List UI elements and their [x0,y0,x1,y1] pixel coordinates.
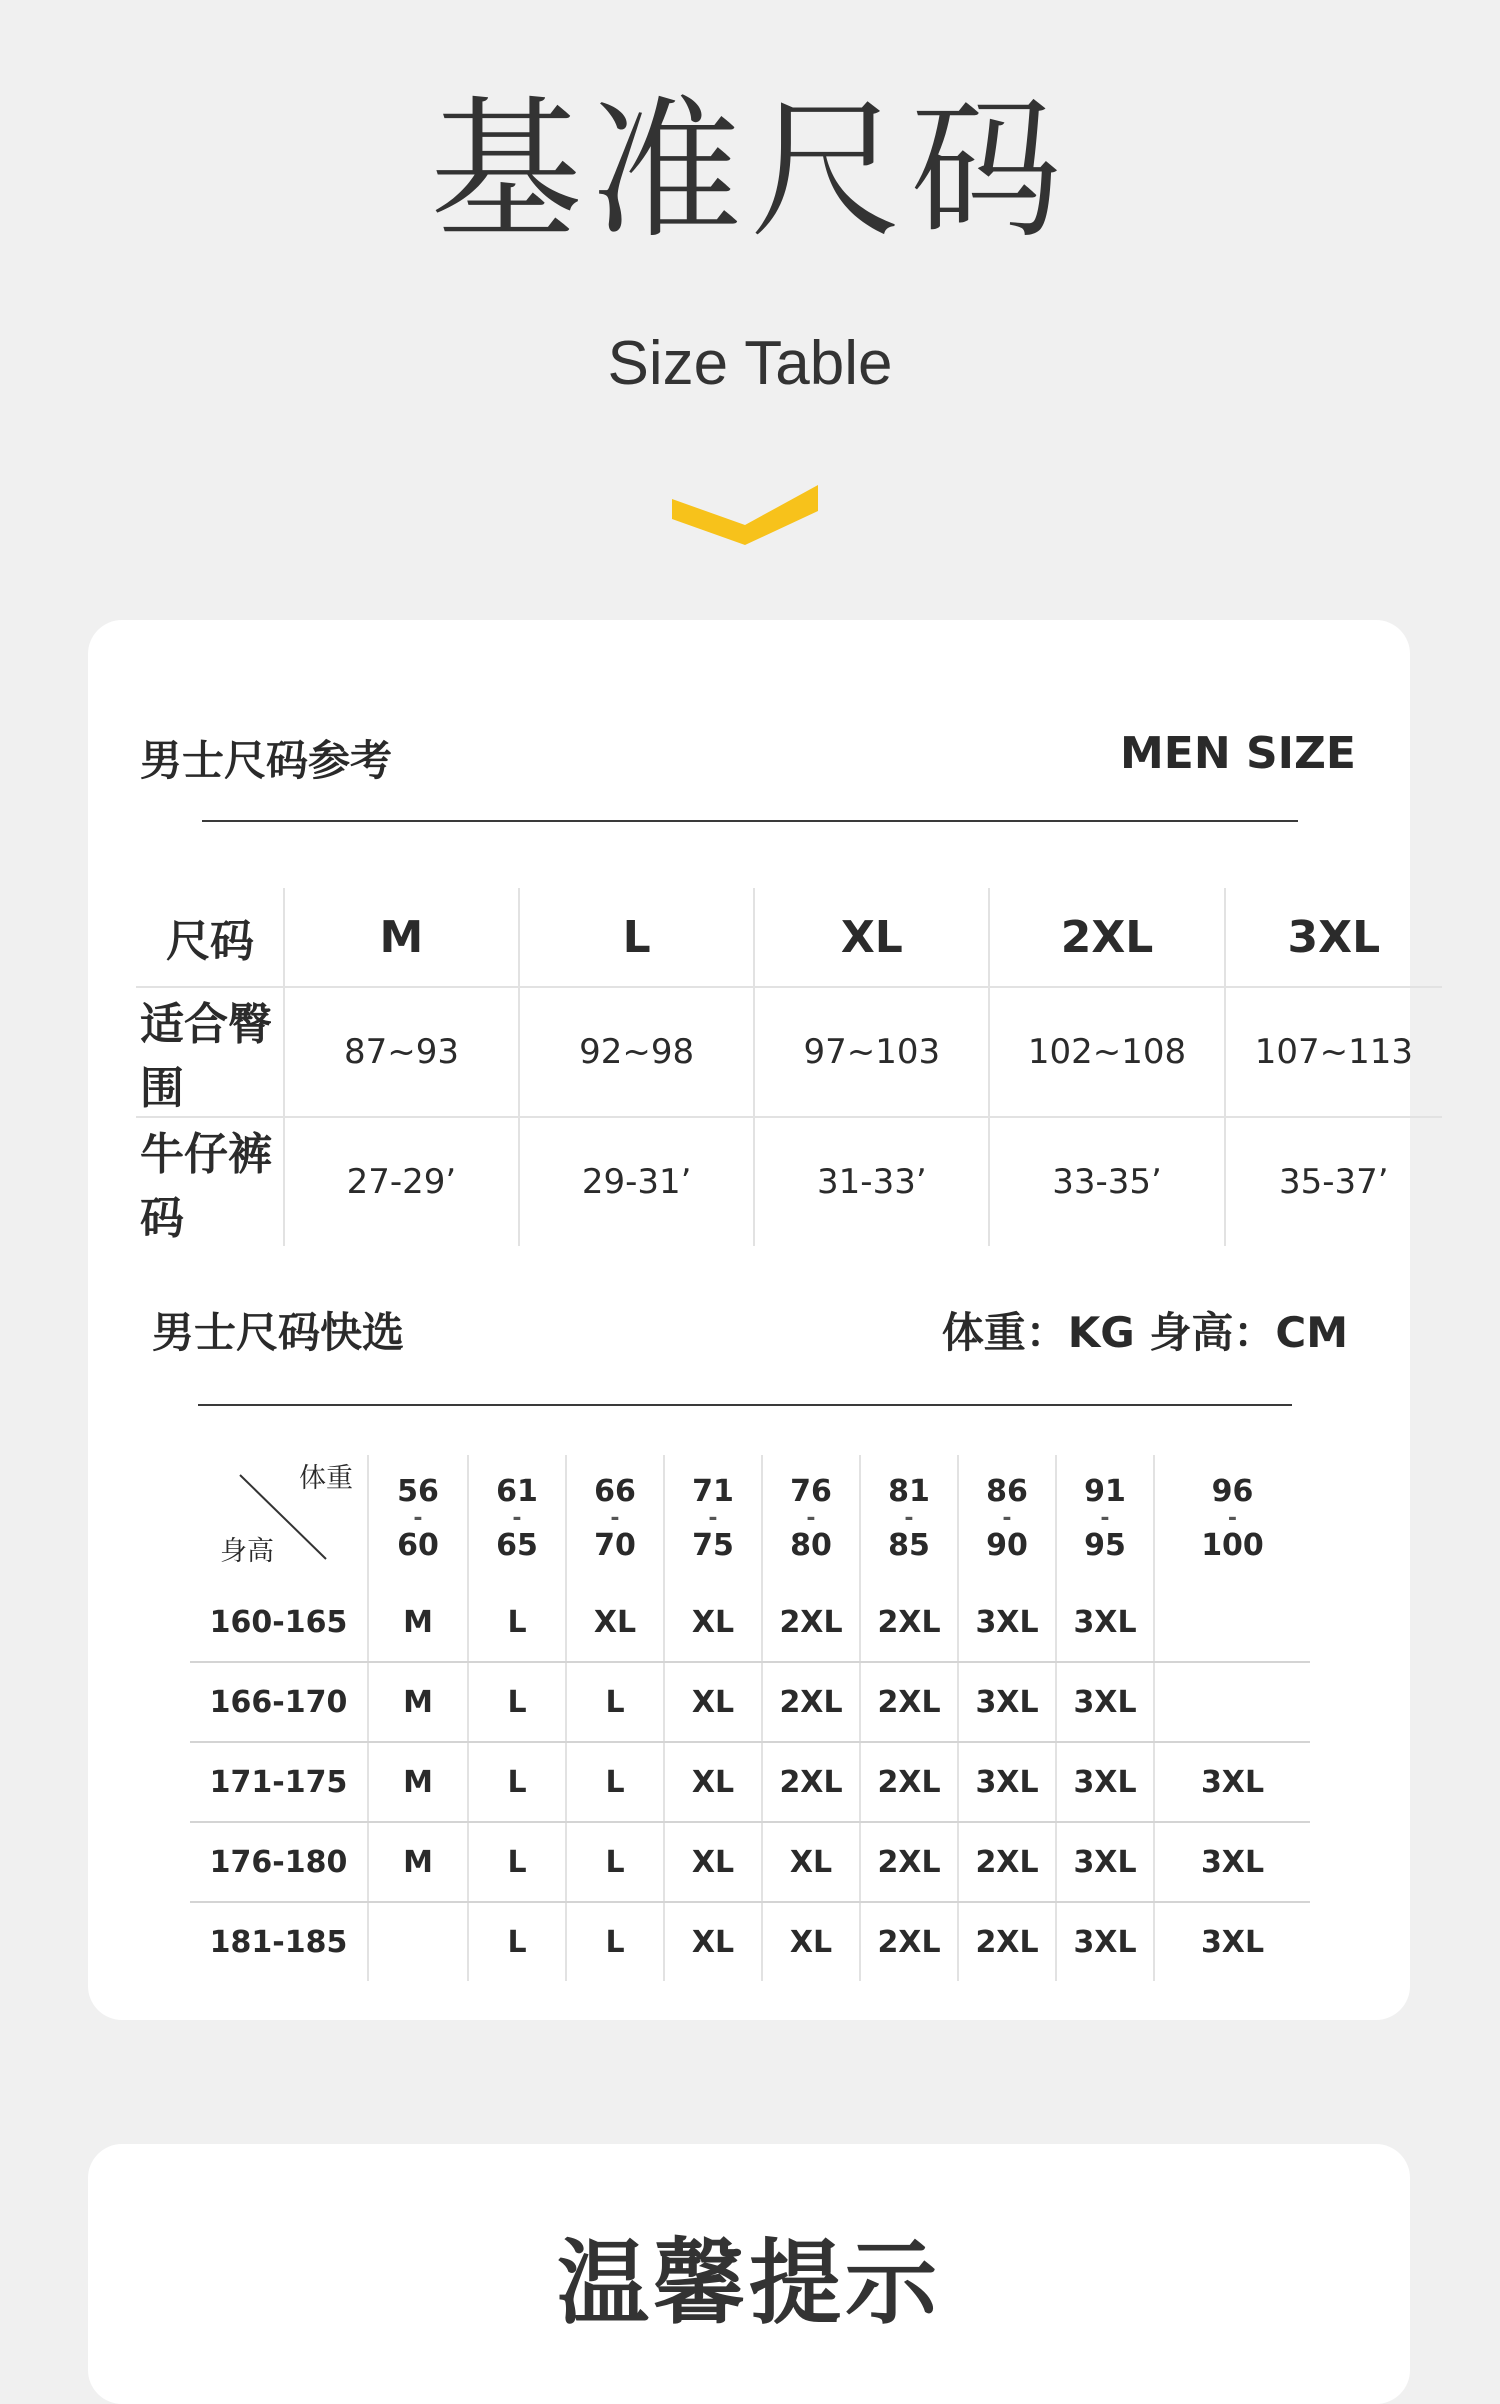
range-dash: - [1227,1506,1238,1532]
size-cell [1154,1583,1310,1662]
weight-to: 90 [986,1527,1028,1563]
weight-from: 56 [397,1473,439,1509]
size-cell: L [468,1902,566,1981]
size-cell: 3XL [958,1662,1056,1742]
size-cell: 2XL [860,1662,958,1742]
weight-from: 76 [790,1473,832,1509]
table-row [190,1742,1310,1822]
units-label: 体重：KG 身高：CM [941,1308,1348,1357]
weight-to: 60 [397,1527,439,1563]
size-cell: 3XL [1154,1902,1310,1981]
weight-from: 81 [888,1473,930,1509]
men-size-label: MEN SIZE [1119,728,1356,779]
size-cell: XL [664,1662,762,1742]
range-dash: - [1100,1506,1110,1532]
weight-to: 95 [1084,1527,1126,1563]
hip-cell: 92~98 [519,987,754,1117]
size-cell: L [468,1583,566,1662]
size-header: 3XL [1225,888,1442,987]
tips-card [88,2144,1410,2404]
size-card [88,620,1413,2020]
size-cell: L [566,1822,664,1902]
size-cell: 3XL [1056,1583,1154,1662]
size-cell: 2XL [762,1583,860,1662]
tips-title: 温馨提示 [556,2230,941,2337]
jeans-cell: 33-35’ [989,1117,1224,1246]
table-row [190,1583,1310,1662]
corner-cell [190,1455,368,1583]
weight-from: 71 [692,1473,734,1509]
size-cell: 3XL [1056,1662,1154,1742]
size-cell: XL [664,1902,762,1981]
size-cell: 3XL [1056,1902,1154,1981]
size-reference-heading: 男士尺码参考 [140,736,393,785]
size-cell: L [468,1822,566,1902]
row-label-hip: 适合臀围 [136,987,284,1117]
hip-cell: 102~108 [989,987,1224,1117]
weight-header [1154,1455,1310,1583]
size-header: M [284,888,519,987]
row-label-size: 尺码 [136,888,284,987]
range-dash: - [806,1506,816,1532]
weight-header [1056,1455,1154,1583]
quick-pick-table [190,1455,1310,1981]
weight-header [958,1455,1056,1583]
size-cell: 2XL [762,1662,860,1742]
size-cell: M [368,1583,468,1662]
weight-from: 61 [496,1473,538,1509]
weight-header [468,1455,566,1583]
weight-from: 96 [1211,1473,1254,1509]
size-cell: XL [762,1902,860,1981]
jeans-cell: 31-33’ [754,1117,989,1246]
range-dash: - [1002,1506,1012,1532]
size-cell: 2XL [860,1902,958,1981]
page-title: 基准尺码 [430,82,1070,259]
size-cell: 3XL [1154,1822,1310,1902]
size-cell [1154,1662,1310,1742]
weight-header [860,1455,958,1583]
weight-header [664,1455,762,1583]
weight-header [368,1455,468,1583]
row-label-jeans: 牛仔裤码 [140,1129,272,1244]
size-cell: L [566,1742,664,1822]
size-cell: XL [762,1822,860,1902]
size-cell: 3XL [958,1742,1056,1822]
size-cell: L [468,1662,566,1742]
size-cell: 2XL [860,1742,958,1822]
size-header: L [519,888,754,987]
size-cell: 3XL [1154,1742,1310,1822]
weight-to: 80 [790,1527,832,1563]
size-header: XL [754,888,989,987]
size-cell: 3XL [1056,1742,1154,1822]
height-label: 166-170 [190,1662,368,1742]
table-row [190,1902,1310,1981]
range-dash: - [708,1506,718,1532]
size-cell [368,1902,468,1981]
size-cell: XL [566,1583,664,1662]
size-cell: 2XL [860,1583,958,1662]
quick-pick-heading: 男士尺码快选 [152,1308,405,1357]
height-label: 181-185 [209,1924,348,1960]
range-dash: - [512,1506,522,1532]
range-dash: - [610,1506,620,1532]
height-label: 171-175 [190,1742,368,1822]
size-reference-table [136,888,1442,1246]
weight-to: 100 [1201,1527,1264,1563]
range-dash: - [413,1506,423,1532]
size-cell: 2XL [860,1822,958,1902]
jeans-cell: 35-37’ [1225,1117,1442,1246]
size-header: 2XL [989,888,1224,987]
size-cell: M [368,1742,468,1822]
divider [202,820,1298,822]
size-cell: 2XL [762,1742,860,1822]
page-subtitle: Size Table [607,329,893,398]
size-cell: 2XL [958,1822,1056,1902]
size-cell: XL [664,1742,762,1822]
size-cell: 3XL [1056,1822,1154,1902]
size-cell: XL [664,1583,762,1662]
size-cell: L [468,1742,566,1822]
hip-cell: 107~113 [1225,987,1442,1117]
size-cell: L [566,1902,664,1981]
size-cell: 3XL [958,1583,1056,1662]
height-label: 160-165 [190,1583,368,1662]
height-label: 176-180 [190,1822,368,1902]
weight-to: 75 [692,1527,734,1563]
size-cell: 2XL [958,1902,1056,1981]
size-cell: M [368,1822,468,1902]
size-cell: XL [664,1822,762,1902]
weight-from: 66 [594,1473,636,1509]
weight-axis-label: 体重 [299,1463,353,1494]
size-cell: L [566,1662,664,1742]
weight-to: 70 [594,1527,636,1563]
range-dash: - [904,1506,914,1532]
table-row [190,1822,1310,1902]
jeans-cell: 29-31’ [519,1117,754,1246]
size-cell: M [368,1662,468,1742]
table-row [190,1662,1310,1742]
jeans-cell: 27-29’ [284,1117,519,1246]
weight-from: 91 [1084,1473,1126,1509]
weight-header [566,1455,664,1583]
weight-to: 65 [496,1527,538,1563]
chevron-down-icon [672,485,818,545]
weight-header [762,1455,860,1583]
weight-from: 86 [986,1473,1028,1509]
divider [198,1404,1292,1406]
weight-to: 85 [888,1527,930,1563]
height-axis-label: 身高 [220,1535,274,1567]
hip-cell: 97~103 [754,987,989,1117]
hip-cell: 87~93 [284,987,519,1117]
